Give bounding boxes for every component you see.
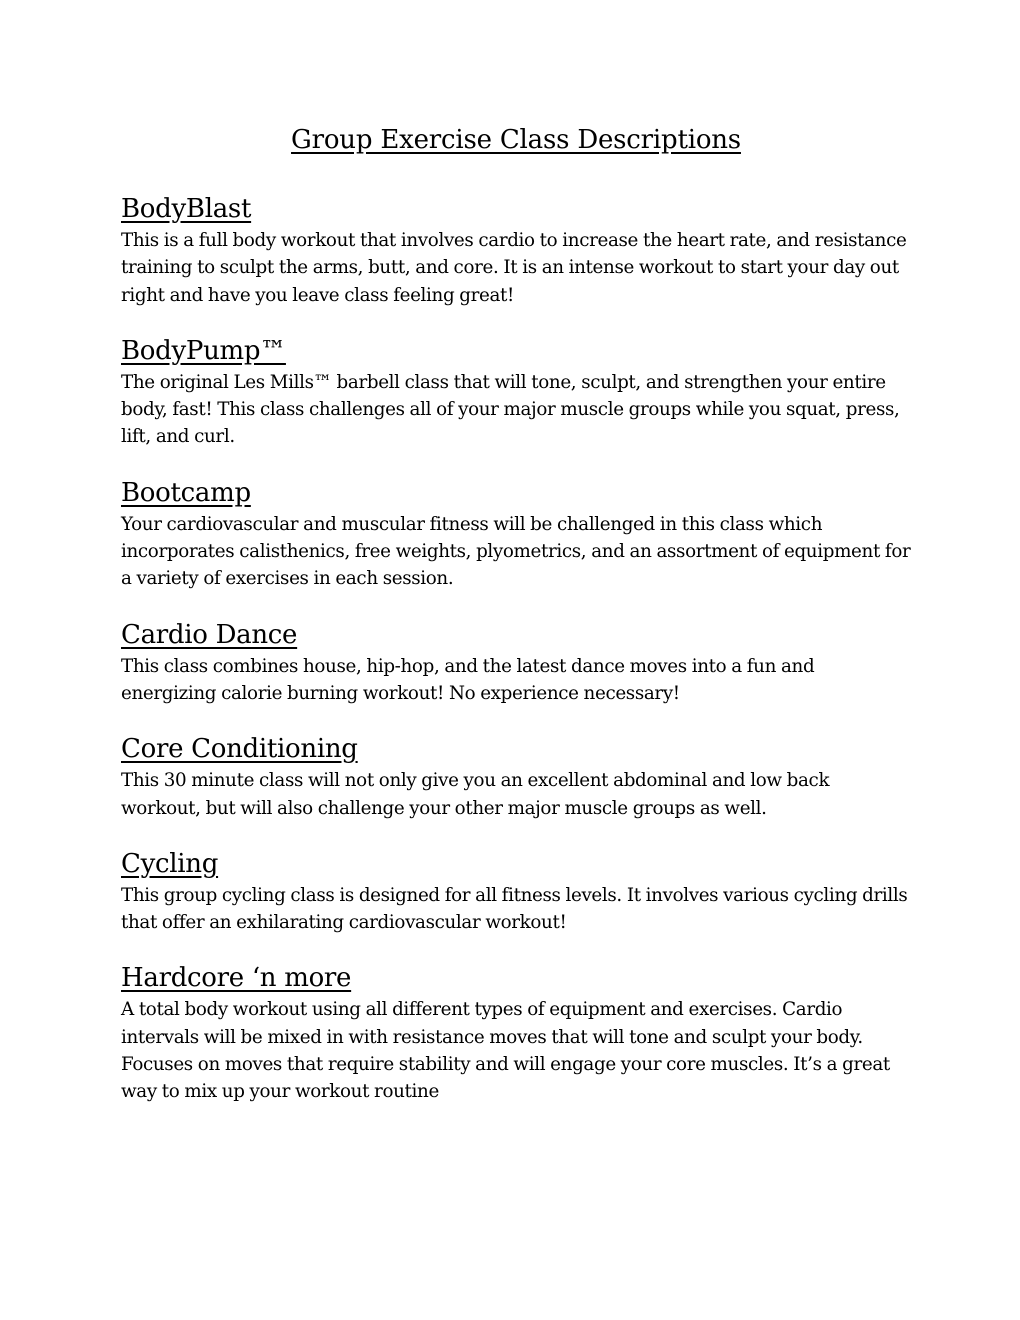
class-heading: BodyPump™	[121, 335, 286, 366]
class-heading: Hardcore ‘n more	[121, 963, 352, 994]
class-description: This is a full body workout that involves cardio to increase the heart rate, and resistance training to sculpt the arms, butt, and core. It is an intense workout to start your day out right and have you leave class feeling great!	[121, 230, 907, 306]
class-heading: Bootcamp	[121, 477, 251, 508]
class-section-cycling	[121, 847, 911, 937]
class-heading: Core Conditioning	[121, 734, 358, 765]
class-section-cardio-dance	[121, 618, 911, 708]
class-description: A total body workout using all different types of equipment and exercises. Cardio intervals will be mixed in with resistance moves that will tone and sculpt your body. Focuses on moves that require stability and will engage your core muscles. It’s a great way to mix up your workout routine	[121, 999, 890, 1103]
class-section-bodypump	[121, 334, 911, 451]
class-description: This class combines house, hip-hop, and the latest dance moves into a fun and energizing calorie burning workout! No experience necessary!	[121, 655, 815, 704]
class-description: Your cardiovascular and muscular fitness will be challenged in this class which incorporates calisthenics, free weights, plyometrics, and an assortment of equipment for a variety of exercises in each session.	[121, 513, 911, 590]
class-heading: BodyBlast	[121, 194, 252, 224]
class-heading: Cardio Dance	[121, 619, 298, 650]
class-section-bodyblast	[121, 192, 911, 309]
document-page	[121, 122, 911, 1131]
page-title: Group Exercise Class Descriptions	[291, 125, 741, 155]
class-section-hardcore-n-more	[121, 961, 911, 1105]
class-description: This group cycling class is designed for all fitness levels. It involves various cycling drills that offer an exhilarating cardiovascular workout!	[121, 884, 908, 934]
class-description: The original Les Mills™ barbell class that will tone, sculpt, and strengthen your entire body, fast! This class challenges all of your major muscle groups while you squat, press, lift, and curl.	[121, 371, 900, 448]
class-heading: Cycling	[121, 848, 219, 879]
class-section-bootcamp	[121, 476, 911, 593]
class-section-core-conditioning	[121, 732, 911, 822]
class-description: This 30 minute class will not only give you an excellent abdominal and low back workout, but will also challenge your other major muscle groups as well.	[121, 770, 830, 819]
